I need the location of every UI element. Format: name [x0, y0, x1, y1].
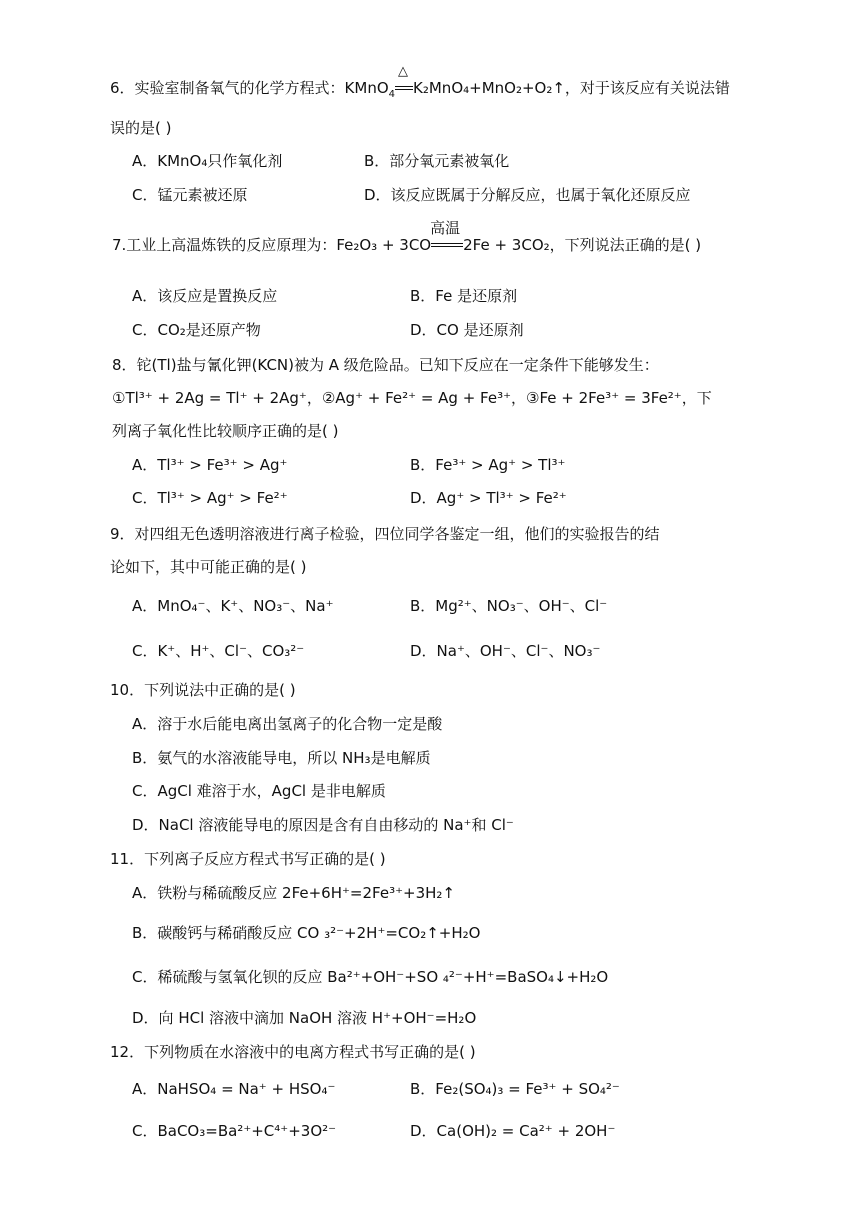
q8-option-b: B．Fe³⁺ > Ag⁺ > Tl³⁺	[410, 456, 566, 474]
q7-option-b: B．Fe 是还原剂	[410, 287, 518, 305]
q6-eq-condition: △	[398, 64, 409, 79]
q10-option-b: B．氨气的水溶液能导电，所以 NH₃是电解质	[132, 749, 431, 767]
q9-option-a: A．MnO₄⁻、K⁺、NO₃⁻、Na⁺	[132, 597, 334, 615]
q8-stem-line2: ①Tl³⁺ + 2Ag = Tl⁺ + 2Ag⁺，②Ag⁺ + Fe²⁺ = Ag + Fe³⁺，③Fe + 2Fe³⁺ = 3Fe²⁺，下	[112, 389, 712, 407]
q12-option-a: A．NaHSO₄ = Na⁺ + HSO₄⁻	[132, 1080, 336, 1098]
q6-option-c: C．锰元素被还原	[132, 186, 248, 204]
q9-option-d: D．Na⁺、OH⁻、Cl⁻、NO₃⁻	[410, 642, 601, 660]
q8-stem-line1: 8．铊(Tl)盐与氰化钾(KCN)被为 A 级危险品。已知下反应在一定条件下能够发生：	[112, 356, 659, 374]
q7-stem	[112, 219, 702, 255]
q8-option-d: D．Ag⁺ > Tl³⁺ > Fe²⁺	[410, 489, 567, 507]
q7-eq-right: 2Fe + 3CO₂，下列说法正确的是( )	[463, 236, 702, 254]
q7-eq-condition: 高温	[430, 219, 461, 237]
q12-option-b: B．Fe₂(SO₄)₃ = Fe³⁺ + SO₄²⁻	[410, 1080, 620, 1098]
q6-option-b: B．部分氧元素被氧化	[364, 152, 510, 170]
q10-stem: 10．下列说法中正确的是( )	[110, 681, 296, 699]
q6-option-d: D．该反应既属于分解反应，也属于氧化还原反应	[364, 186, 691, 204]
q10-option-a: A．溶于水后能电离出氢离子的化合物一定是酸	[132, 715, 443, 733]
q9-stem-line2: 论如下，其中可能正确的是( )	[110, 558, 307, 576]
q9-option-c: C．K⁺、H⁺、Cl⁻、CO₃²⁻	[132, 642, 305, 660]
q6-stem-line1: 6．实验室制备氧气的化学方程式：KMnO$_4$ △ K₂MnO₄+MnO₂+O₂↑，对于该反应有关说法错	[110, 64, 730, 100]
q8-option-c: C．Tl³⁺ > Ag⁺ > Fe²⁺	[132, 489, 288, 507]
q7-option-d: D．CO 是还原剂	[410, 321, 524, 339]
q12-stem: 12．下列物质在水溶液中的电离方程式书写正确的是( )	[110, 1043, 476, 1061]
q11-stem: 11．下列离子反应方程式书写正确的是( )	[110, 850, 386, 868]
q11-option-d: D．向 HCl 溶液中滴加 NaOH 溶液 H⁺+OH⁻=H₂O	[132, 1009, 477, 1027]
q7-eq-left: 7.工业上高温炼铁的反应原理为：Fe₂O₃ + 3CO	[112, 236, 432, 254]
q9-option-b: B．Mg²⁺、NO₃⁻、OH⁻、Cl⁻	[410, 597, 608, 615]
q7-eq-arrow	[430, 219, 463, 255]
q7-option-a: A．该反应是置换反应	[132, 287, 278, 305]
q10-option-d: D．NaCl 溶液能导电的原因是含有自由移动的 Na⁺和 Cl⁻	[132, 816, 514, 834]
q8-option-a: A．Tl³⁺ > Fe³⁺ > Ag⁺	[132, 456, 288, 474]
q6-eq-left: KMnO	[344, 79, 389, 97]
q11-option-b: B．碳酸钙与稀硝酸反应 CO ₃²⁻+2H⁺=CO₂↑+H₂O	[132, 924, 481, 942]
q11-option-a: A．铁粉与稀硫酸反应 2Fe+6H⁺=2Fe³⁺+3H₂↑	[132, 884, 455, 902]
q9-stem-line1: 9．对四组无色透明溶液进行离子检验，四位同学各鉴定一组，他们的实验报告的结	[110, 525, 660, 543]
q6-option-a: A．KMnO₄只作氧化剂	[132, 152, 283, 170]
q6-stem-prefix: 6．实验室制备氧气的化学方程式：	[110, 79, 345, 97]
q8-stem-line3: 列离子氧化性比较顺序正确的是( )	[112, 422, 339, 440]
q6-stem-line2: 误的是( )	[110, 119, 172, 137]
q12-option-c: C．BaCO₃=Ba²⁺+C⁴⁺+3O²⁻	[132, 1122, 337, 1140]
q6-eq-right: K₂MnO₄+MnO₂+O₂↑，对于该反应有关说法错	[413, 79, 730, 97]
q7-option-c: C．CO₂是还原产物	[132, 321, 261, 339]
q6-eq-arrow	[395, 64, 413, 98]
q11-option-c: C．稀硫酸与氢氧化钡的反应 Ba²⁺+OH⁻+SO ₄²⁻+H⁺=BaSO₄↓+H₂O	[132, 968, 609, 986]
q10-option-c: C．AgCl 难溶于水，AgCl 是非电解质	[132, 782, 386, 800]
q12-option-d: D．Ca(OH)₂ = Ca²⁺ + 2OH⁻	[410, 1122, 616, 1140]
